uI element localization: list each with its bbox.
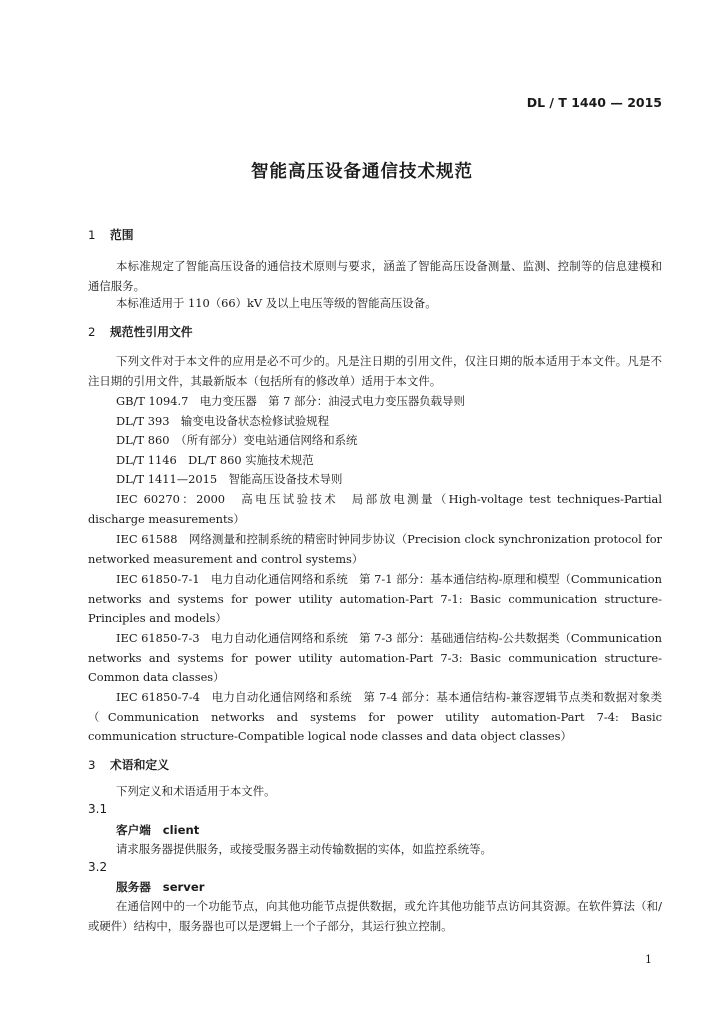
reference-item: DL/T 1411—2015 智能高压设备技术导则 xyxy=(116,472,343,486)
reference-item-iec61850-7-3: IEC 61850-7-3 电力自动化通信网络和系统 第 7-3 部分：基础通信结构-公共数据类（Communication networks and systems for power utility automation-Part 7-3: Basic communication structure-Common data classes） xyxy=(88,631,662,684)
reference-item-iec61850-7-1: IEC 61850-7-1 电力自动化通信网络和系统 第 7-1 部分：基本通信结构-原理和模型（Communication networks and systems for power utility automation-Part 7-1: Basic communication structure-Principles and models） xyxy=(88,572,662,625)
term-english: client xyxy=(162,823,200,837)
reference-item: GB/T 1094.7 电力变压器 第 7 部分：油浸式电力变压器负载导则 xyxy=(116,394,465,408)
section-3-heading xyxy=(88,756,169,773)
references-intro: 下列文件对于本文件的应用是必不可少的。凡是注日期的引用文件，仅注日期的版本适用于本文件。凡是不注日期的引用文件，其最新版本（包括所有的修改单）适用于本文件。 xyxy=(88,354,662,388)
section-number: 2 xyxy=(88,325,96,339)
scope-paragraph-2: 本标准适用于 110（66）kV 及以上电压等级的智能高压设备。 xyxy=(116,296,437,310)
section-title: 范围 xyxy=(110,228,134,242)
reference-item: DL/T 393 输变电设备状态检修试验规程 xyxy=(116,414,329,428)
term-number: 3.1 xyxy=(88,802,108,816)
reference-item: DL/T 1146 DL/T 860 实施技术规范 xyxy=(116,453,314,467)
standard-code: DL / T 1440 — 2015 xyxy=(526,95,662,110)
section-number: 3 xyxy=(88,758,96,772)
reference-item-iec60270: IEC 60270：2000 高电压试验技术 局部放电测量（High-voltage test techniques-Partial discharge measurements） xyxy=(88,492,662,526)
document-title: 智能高压设备通信技术规范 xyxy=(251,162,473,182)
page-number: 1 xyxy=(645,953,652,966)
reference-item-iec61850-7-4: IEC 61850-7-4 电力自动化通信网络和系统 第 7-4 部分：基本通信结构-兼容逻辑节点类和数据对象类（Communication networks and systems for power utility automation-Part 7-4: Basic communication structure-Compatible logical node classes and data object classes） xyxy=(88,690,662,743)
section-title: 术语和定义 xyxy=(110,758,169,772)
term-definition: 在通信网中的一个功能节点，向其他功能节点提供数据，或允许其他功能节点访问其资源。在软件算法（和/或硬件）结构中，服务器也可以是逻辑上一个子部分，其运行独立控制。 xyxy=(88,899,662,933)
term-number: 3.2 xyxy=(88,860,108,874)
section-number: 1 xyxy=(88,228,96,242)
terms-intro: 下列定义和术语适用于本文件。 xyxy=(116,784,276,798)
term-heading xyxy=(116,879,204,895)
section-2-heading xyxy=(88,323,193,340)
term-chinese: 服务器 xyxy=(116,880,151,894)
term-english: server xyxy=(162,880,205,894)
term-chinese: 客户端 xyxy=(116,823,151,837)
scope-paragraph-1: 本标准规定了智能高压设备的通信技术原则与要求，涵盖了智能高压设备测量、监测、控制等的信息建模和通信服务。 xyxy=(88,259,662,293)
reference-item-iec61588: IEC 61588 网络测量和控制系统的精密时钟同步协议（Precision clock synchronization protocol for networked measurement and control systems） xyxy=(88,532,662,566)
section-1-heading xyxy=(88,226,134,243)
term-heading xyxy=(116,822,199,838)
term-definition: 请求服务器提供服务，或接受服务器主动传输数据的实体，如监控系统等。 xyxy=(116,842,492,856)
section-title: 规范性引用文件 xyxy=(110,325,193,339)
reference-item: DL/T 860 （所有部分）变电站通信网络和系统 xyxy=(116,433,358,447)
